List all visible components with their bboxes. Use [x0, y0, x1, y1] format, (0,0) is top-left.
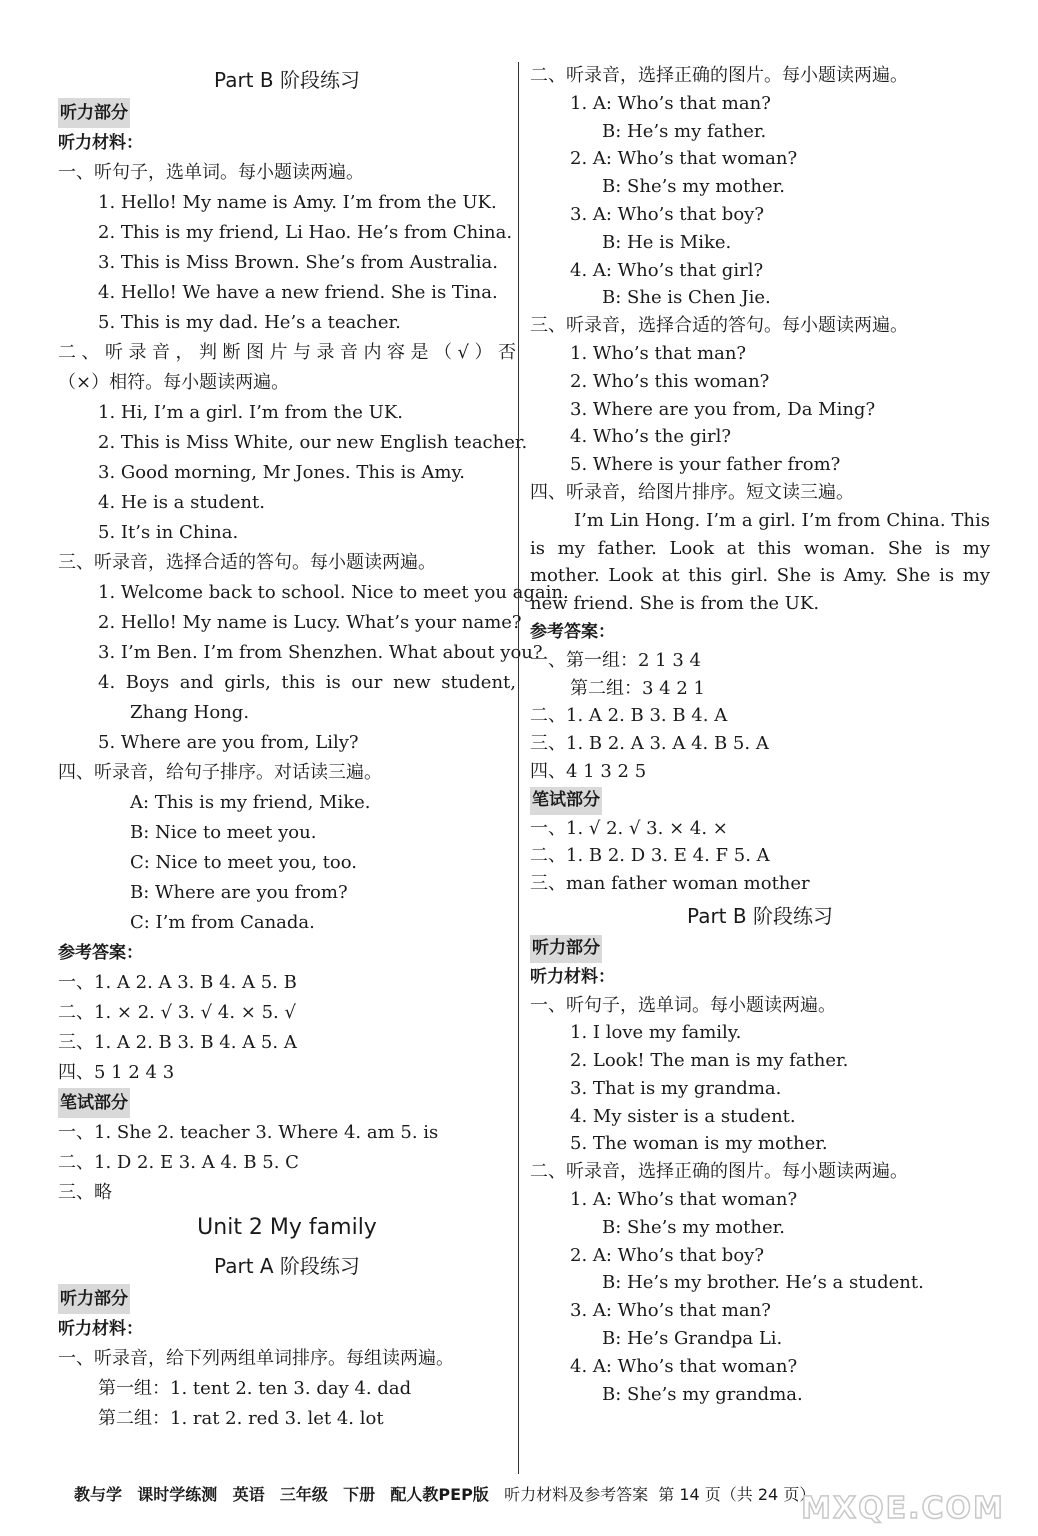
footer-section: 听力材料及参考答案	[504, 1485, 649, 1504]
item-line: 3. I’m Ben. I’m from Shenzhen. What about you?	[98, 642, 543, 663]
item-line: 2. A: Who’s that boy?	[570, 1244, 764, 1266]
section-label-text: 笔试部分	[58, 1088, 130, 1118]
subsection-label	[530, 963, 990, 992]
text-line: 一、1. √ 2. √ 3. × 4. ×	[530, 817, 728, 839]
footer-brand: 教与学	[74, 1485, 123, 1504]
dialogue-line: B: She’s my grandma.	[602, 1383, 803, 1405]
item-line: 1. A: Who’s that man?	[570, 92, 771, 114]
item-line: 4. A: Who’s that girl?	[570, 259, 764, 281]
item-line: 5. Where is your father from?	[570, 454, 841, 476]
section-label	[58, 1088, 516, 1118]
dialogue-line: C: I’m from Canada.	[130, 912, 315, 933]
item-line: 4. Boys and girls, this is our new student,	[98, 672, 516, 693]
dialogue-line: B: He’s my father.	[602, 120, 767, 142]
subsection-label-text: 听力材料：	[530, 966, 615, 987]
section-label-text: 听力部分	[58, 98, 130, 128]
item-line: 5. It’s in China.	[98, 522, 239, 543]
item-line: 1. A: Who’s that woman?	[570, 1189, 798, 1211]
text-line: 二、听录音，判断图片与录音内容是（√）否	[58, 342, 516, 363]
text-line: 二、听录音，选择正确的图片。每小题读两遍。	[530, 65, 908, 86]
text-line: 一、听句子，选单词。每小题读两遍。	[58, 162, 364, 183]
dialogue-line: B: She is Chen Jie.	[602, 287, 771, 309]
right-column	[530, 62, 990, 1408]
section-label-text: 听力部分	[58, 1284, 130, 1314]
dialogue-line: C: Nice to meet you, too.	[130, 852, 357, 873]
item-line: 2. A: Who’s that woman?	[570, 148, 798, 170]
text-line: 二、1. B 2. D 3. E 4. F 5. A	[530, 845, 770, 867]
item-line: 第一组：1. tent 2. ten 3. day 4. dad	[98, 1378, 412, 1399]
item-line: 3. Good morning, Mr Jones. This is Amy.	[98, 462, 465, 483]
section-label-text: 笔试部分	[530, 787, 602, 815]
subsection-label	[530, 618, 990, 647]
subsection-label	[58, 128, 516, 158]
page-footer	[74, 1480, 815, 1510]
item-line: 4. A: Who’s that woman?	[570, 1355, 798, 1377]
unit-heading: Unit 2 My family	[197, 1215, 377, 1240]
item-line: 3. Where are you from, Da Ming?	[570, 398, 876, 420]
item-line: 5. Where are you from, Lily?	[98, 732, 359, 753]
item-line: 1. Hello! My name is Amy. I’m from the UK.	[98, 192, 497, 213]
text-line: 三、1. A 2. B 3. B 4. A 5. A	[58, 1032, 297, 1053]
section-heading: Part B 阶段练习	[214, 68, 360, 92]
item-line: 2. This is my friend, Li Hao. He’s from China.	[98, 222, 513, 243]
text-line: 三、略	[58, 1182, 112, 1203]
text-line: 三、man father woman mother	[530, 873, 810, 895]
watermark-text: MXQE.COM	[801, 1491, 1005, 1526]
text-line: 一、第一组：2 1 3 4	[530, 649, 701, 671]
item-line: 1. Hi, I’m a girl. I’m from the UK.	[98, 402, 404, 423]
text-line: 三、听录音，选择合适的答句。每小题读两遍。	[530, 315, 908, 337]
watermark-logo	[798, 1466, 1008, 1530]
section-heading: Part B 阶段练习	[687, 903, 833, 928]
footer-edition: 配人教PEP版	[390, 1485, 489, 1504]
item-line: 2. This is Miss White, our new English teacher.	[98, 432, 528, 453]
section-label-text: 听力部分	[530, 935, 602, 963]
item-line: 3. This is Miss Brown. She’s from Australia.	[98, 252, 498, 273]
footer-page-number: 第 14 页（共 24 页）	[658, 1485, 816, 1504]
item-line: 4. Hello! We have a new friend. She is Tina.	[98, 282, 498, 303]
dialogue-line: B: She’s my mother.	[602, 1216, 785, 1238]
item-line: 5. The woman is my mother.	[570, 1133, 828, 1155]
item-line: 1. Who’s that man?	[570, 342, 747, 364]
item-line: 3. A: Who’s that boy?	[570, 203, 764, 225]
item-line: 1. Welcome back to school. Nice to meet you again.	[98, 582, 569, 603]
continuation-line: Zhang Hong.	[130, 702, 250, 723]
section-label	[530, 786, 990, 815]
dialogue-line: B: He is Mike.	[602, 231, 732, 253]
dialogue-line: B: Where are you from?	[130, 882, 348, 903]
item-line: 1. I love my family.	[570, 1022, 742, 1044]
item-line: 2. Hello! My name is Lucy. What’s your name?	[98, 612, 522, 633]
footer-volume: 下册	[343, 1485, 376, 1504]
item-line: 第二组：3 4 2 1	[570, 677, 705, 699]
footer-grade: 三年级	[279, 1485, 328, 1504]
text-line: 一、听句子，选单词。每小题读两遍。	[530, 994, 836, 1016]
item-line: 4. My sister is a student.	[570, 1105, 796, 1127]
subsection-label	[58, 1314, 516, 1344]
dialogue-line: B: Nice to meet you.	[130, 822, 317, 843]
item-line: 第二组：1. rat 2. red 3. let 4. lot	[98, 1408, 384, 1429]
subsection-label-text: 参考答案：	[530, 621, 615, 642]
dialogue-line: B: She’s my mother.	[602, 176, 785, 198]
dialogue-line: A: This is my friend, Mike.	[130, 792, 371, 813]
footer-subject: 英语	[232, 1485, 265, 1504]
item-line: 4. Who’s the girl?	[570, 426, 731, 448]
text-line: 三、1. B 2. A 3. A 4. B 5. A	[530, 733, 769, 755]
text-line: 三、听录音，选择合适的答句。每小题读两遍。	[58, 552, 436, 573]
section-heading: Part A 阶段练习	[214, 1254, 360, 1278]
text-line: 一、听录音，给下列两组单词排序。每组读两遍。	[58, 1348, 454, 1369]
section-label	[58, 1284, 516, 1314]
footer-series: 课时学练测	[137, 1485, 218, 1504]
text-line: 二、1. A 2. B 3. B 4. A	[530, 705, 728, 727]
subsection-label-text: 听力材料：	[58, 133, 143, 153]
item-line: 3. A: Who’s that man?	[570, 1300, 771, 1322]
text-line: 四、听录音，给句子排序。对话读三遍。	[58, 762, 382, 783]
dialogue-line: B: He’s my brother. He’s a student.	[602, 1272, 924, 1294]
text-line: 二、听录音，选择正确的图片。每小题读两遍。	[530, 1161, 908, 1183]
subsection-label	[58, 938, 516, 968]
text-line: 一、1. A 2. A 3. B 4. A 5. B	[58, 972, 297, 993]
item-line: 3. That is my grandma.	[570, 1077, 782, 1099]
text-line: 二、1. D 2. E 3. A 4. B 5. C	[58, 1152, 299, 1173]
subsection-label-text: 听力材料：	[58, 1319, 143, 1339]
text-line: 四、听录音，给图片排序。短文读三遍。	[530, 481, 854, 503]
dialogue-line: B: He’s Grandpa Li.	[602, 1328, 783, 1350]
section-label	[58, 98, 516, 128]
passage-paragraph: I’m Lin Hong. I’m a girl. I’m from China. This is my father. Look at this woman. She is my mother. Look at this girl. She is Amy. She is my new friend. She is from the UK.	[530, 509, 990, 615]
text-line: 四、4 1 3 2 5	[530, 760, 647, 782]
left-column	[58, 62, 569, 1434]
item-line: 4. He is a student.	[98, 492, 265, 513]
item-line: 2. Who’s this woman?	[570, 370, 770, 392]
item-line: 5. This is my dad. He’s a teacher.	[98, 312, 401, 333]
text-line: 四、5 1 2 4 3	[58, 1062, 175, 1083]
subsection-label-text: 参考答案：	[58, 943, 143, 963]
text-line: 二、1. × 2. √ 3. √ 4. × 5. √	[58, 1002, 296, 1023]
column-divider	[518, 62, 519, 1474]
text-line: （×）相符。每小题读两遍。	[58, 372, 290, 393]
section-label	[530, 934, 990, 963]
text-line: 一、1. She 2. teacher 3. Where 4. am 5. is	[58, 1122, 439, 1143]
item-line: 2. Look! The man is my father.	[570, 1050, 849, 1072]
